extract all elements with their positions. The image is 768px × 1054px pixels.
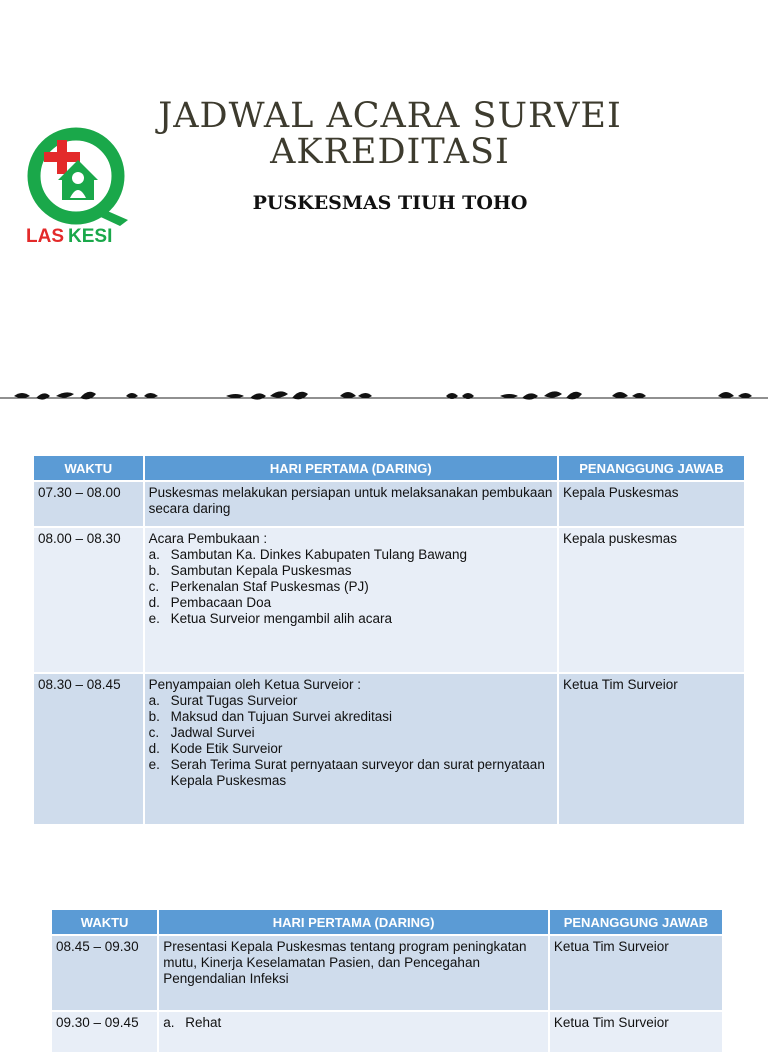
time-cell: 09.30 – 09.45 [52, 1012, 157, 1052]
activity-cell [159, 1012, 548, 1052]
list-marker: b. [148, 563, 160, 578]
title-slide [0, 0, 768, 432]
page-title: JADWAL ACARA SURVEI AKREDITASI [158, 96, 622, 172]
list-item-text: Kode Etik Surveior [170, 741, 283, 756]
activity-text: Acara Pembukaan : [148, 531, 268, 546]
list-item-text: Rehat [185, 1015, 222, 1030]
page-subtitle: PUSKESMAS TIUH TOHO [252, 192, 528, 214]
list-marker: a. [148, 547, 160, 562]
activity-text: Penyampaian oleh Ketua Surveior : [148, 677, 361, 692]
list-item [163, 1015, 544, 1031]
activity-cell [145, 528, 557, 672]
list-marker: c. [148, 579, 160, 594]
activity-list [149, 547, 553, 627]
pic-cell: Ketua Tim Surveior [550, 1012, 722, 1052]
pic-cell: Kepala Puskesmas [559, 482, 744, 526]
svg-text:KESI: KESI [68, 226, 113, 246]
pic-cell: Kepala puskesmas [559, 528, 744, 672]
table-row [52, 1012, 722, 1052]
activity-text: Puskesmas melakukan persiapan untuk melaksanakan pembukaan secara daring [148, 485, 553, 516]
list-item [149, 579, 553, 595]
list-item-text: Jadwal Survei [170, 725, 255, 740]
list-item [149, 741, 553, 757]
table-row [34, 674, 744, 824]
svg-text:LAS: LAS [26, 226, 64, 246]
list-item-text: Sambutan Kepala Puskesmas [170, 563, 352, 578]
time-cell: 08.00 – 08.30 [34, 528, 143, 672]
schedule-table-2 [50, 908, 724, 1054]
column-header-time: WAKTU [34, 456, 143, 480]
list-marker: d. [148, 741, 160, 756]
column-header-pic: PENANGGUNG JAWAB [559, 456, 744, 480]
schedule-slide-2 [0, 880, 768, 1030]
table-row [34, 482, 744, 526]
list-marker: a. [148, 693, 160, 708]
column-header-time: WAKTU [52, 910, 157, 934]
list-marker: e. [148, 611, 160, 626]
list-marker: c. [148, 725, 160, 740]
activity-cell [145, 674, 557, 824]
pic-cell: Ketua Tim Surveior [559, 674, 744, 824]
activity-cell [145, 482, 557, 526]
schedule-table-1 [32, 454, 746, 826]
list-item-text: Perkenalan Staf Puskesmas (PJ) [170, 579, 369, 594]
column-header-activity: HARI PERTAMA (DARING) [145, 456, 557, 480]
pic-cell: Ketua Tim Surveior [550, 936, 722, 1010]
column-header-activity: HARI PERTAMA (DARING) [159, 910, 548, 934]
list-item [149, 563, 553, 579]
table-row [34, 528, 744, 672]
list-item [149, 693, 553, 709]
time-cell: 08.45 – 09.30 [52, 936, 157, 1010]
list-item [149, 709, 553, 725]
list-item [149, 725, 553, 741]
list-item [149, 757, 553, 789]
bird-divider [0, 376, 768, 416]
time-cell: 07.30 – 08.00 [34, 482, 143, 526]
list-item [149, 611, 553, 627]
activity-cell [159, 936, 548, 1010]
list-marker: e. [148, 757, 160, 772]
table-row [52, 936, 722, 1010]
list-item-text: Surat Tugas Surveior [170, 693, 298, 708]
time-cell: 08.30 – 08.45 [34, 674, 143, 824]
laskesi-logo [24, 122, 136, 246]
column-header-pic: PENANGGUNG JAWAB [550, 910, 722, 934]
activity-text: Presentasi Kepala Puskesmas tentang program peningkatan mutu, Kinerja Keselamatan Pasien, dan Pencegahan Pengendalian Infeksi [163, 939, 527, 986]
list-marker: a. [163, 1015, 175, 1030]
schedule-slide-1 [0, 432, 768, 872]
activity-list [149, 693, 553, 789]
list-marker: d. [148, 595, 160, 610]
list-marker: b. [148, 709, 160, 724]
activity-list [163, 1015, 544, 1031]
list-item-text: Sambutan Ka. Dinkes Kabupaten Tulang Bawang [170, 547, 468, 562]
list-item-text: Serah Terima Surat pernyataan surveyor dan surat pernyataan Kepala Puskesmas [170, 757, 545, 788]
list-item-text: Maksud dan Tujuan Survei akreditasi [170, 709, 392, 724]
list-item [149, 595, 553, 611]
list-item-text: Pembacaan Doa [170, 595, 272, 610]
list-item [149, 547, 553, 563]
list-item-text: Ketua Surveior mengambil alih acara [170, 611, 392, 626]
